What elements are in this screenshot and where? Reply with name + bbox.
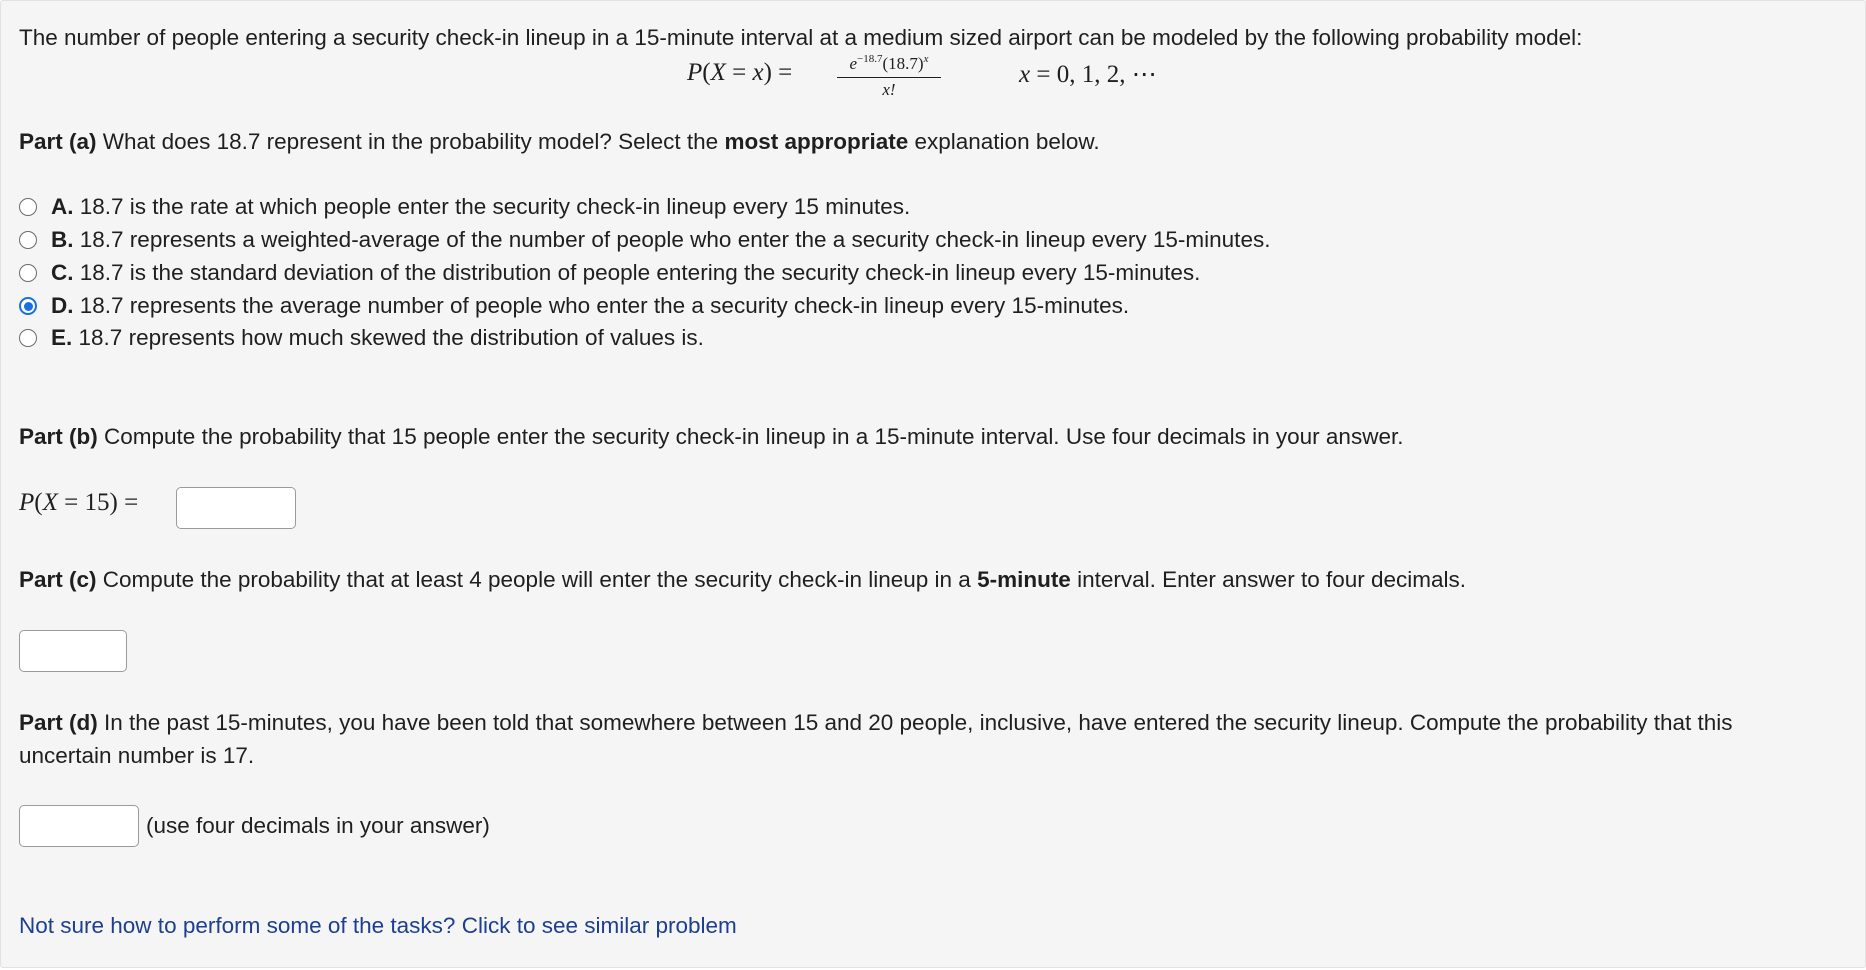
option-a[interactable]: A. 18.7 is the rate at which people enter the security check-in lineup every 15 minutes. [19, 192, 910, 222]
option-b[interactable]: B. 18.7 represents a weighted-average of the number of people who enter the a security check-in lineup every 15-minutes. [19, 225, 1270, 255]
option-e[interactable]: E. 18.7 represents how much skewed the distribution of values is. [19, 323, 704, 353]
formula-fraction [837, 49, 941, 100]
part-d-prompt-line1: Part (d) In the past 15-minutes, you have been told that somewhere between 15 and 20 people, inclusive, have entered the security lineup. Compute the probability that this [19, 710, 1733, 735]
part-b-label: Part (b) [19, 424, 98, 449]
option-e-radio[interactable] [19, 329, 37, 347]
part-d-prompt-line2: uncertain number is 17. [19, 743, 255, 768]
option-b-radio[interactable] [19, 231, 37, 249]
part-d-answer-input[interactable] [19, 805, 139, 847]
part-c-prompt: Part (c) Compute the probability that at least 4 people will enter the security check-in lineup in a 5-minute interval. Enter answer to four decimals. [19, 567, 1467, 592]
option-d-radio[interactable] [19, 297, 37, 315]
part-b-expression: P(X = 15) = [19, 489, 139, 516]
similar-problem-link[interactable]: Not sure how to perform some of the tasks? Click to see similar problem [19, 913, 737, 938]
part-a-prompt: Part (a) What does 18.7 represent in the probability model? Select the most appropriate explanation below. [19, 129, 1100, 154]
part-b-answer-input[interactable] [176, 487, 296, 529]
part-b-prompt: Part (b) Compute the probability that 15 people enter the security check-in lineup in a 15-minute interval. Use four decimals in your answer. [19, 424, 1404, 449]
part-c-label: Part (c) [19, 567, 97, 592]
option-d[interactable]: D. 18.7 represents the average number of people who enter the a security check-in lineup every 15-minutes. [19, 291, 1129, 321]
formula-domain: x = 0, 1, 2, ⋯ [1019, 61, 1157, 88]
formula-numerator: $e^{-18.7}(18.7)^x$ [849, 53, 929, 73]
intro-text: The number of people entering a security check-in lineup in a 15-minute interval at a medium sized airport can be modeled by the following probability model: [19, 25, 1583, 50]
formula-denominator: x! [882, 80, 896, 99]
option-c[interactable]: C. 18.7 is the standard deviation of the distribution of people entering the security check-in lineup every 15-minutes. [19, 258, 1200, 288]
part-c-answer-input[interactable] [19, 630, 127, 672]
part-a-label: Part (a) [19, 129, 97, 154]
option-a-radio[interactable] [19, 198, 37, 216]
part-d-hint: (use four decimals in your answer) [146, 813, 490, 838]
part-d-label: Part (d) [19, 710, 98, 735]
option-c-radio[interactable] [19, 264, 37, 282]
formula-lhs: P(X = x) = [687, 59, 793, 86]
